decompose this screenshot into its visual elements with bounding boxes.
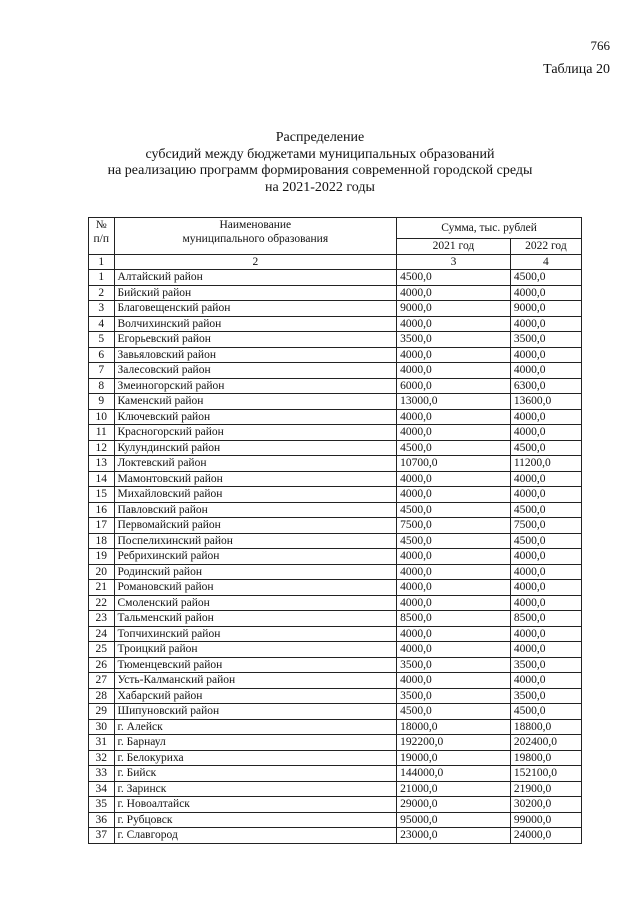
municipality-name: Тальменский район — [114, 611, 397, 627]
municipality-name: г. Славгород — [114, 828, 397, 844]
table-row — [89, 518, 582, 534]
municipality-name: Топчихинский район — [114, 626, 397, 642]
amount-2021: 4000,0 — [397, 316, 511, 332]
table-row — [89, 580, 582, 596]
amount-2021: 4000,0 — [397, 549, 511, 565]
amount-2022: 4000,0 — [510, 347, 581, 363]
header-name-line1: Наименование — [219, 219, 292, 231]
municipality-name: г. Алейск — [114, 719, 397, 735]
amount-2022: 4000,0 — [510, 316, 581, 332]
row-number: 8 — [89, 378, 115, 394]
table-row — [89, 332, 582, 348]
municipality-name: Родинский район — [114, 564, 397, 580]
municipality-name: Усть-Калманский район — [114, 673, 397, 689]
column-index: 1 — [89, 254, 115, 270]
row-number: 13 — [89, 456, 115, 472]
table-row — [89, 626, 582, 642]
table-row — [89, 502, 582, 518]
amount-2021: 4500,0 — [397, 533, 511, 549]
row-number: 12 — [89, 440, 115, 456]
table-row — [89, 812, 582, 828]
amount-2022: 4500,0 — [510, 270, 581, 286]
municipality-name: Хабарский район — [114, 688, 397, 704]
page-number: 766 — [590, 38, 610, 53]
table-row — [89, 549, 582, 565]
table-row — [89, 316, 582, 332]
amount-2022: 24000,0 — [510, 828, 581, 844]
amount-2021: 4000,0 — [397, 564, 511, 580]
amount-2021: 192200,0 — [397, 735, 511, 751]
row-number: 16 — [89, 502, 115, 518]
row-number: 27 — [89, 673, 115, 689]
municipality-name: Троицкий район — [114, 642, 397, 658]
row-number: 24 — [89, 626, 115, 642]
table-row — [89, 471, 582, 487]
table-row — [89, 363, 582, 379]
municipality-name: Благовещенский район — [114, 301, 397, 317]
municipality-name: Красногорский район — [114, 425, 397, 441]
header-sum: Сумма, тыс. рублей — [397, 218, 582, 239]
municipality-name: г. Заринск — [114, 781, 397, 797]
amount-2022: 3500,0 — [510, 332, 581, 348]
row-number: 11 — [89, 425, 115, 441]
table-row — [89, 347, 582, 363]
amount-2021: 4000,0 — [397, 471, 511, 487]
header-year-2022: 2022 год — [510, 239, 581, 255]
amount-2022: 4000,0 — [510, 471, 581, 487]
municipality-name: Кулундинский район — [114, 440, 397, 456]
amount-2021: 4000,0 — [397, 487, 511, 503]
municipality-name: Каменский район — [114, 394, 397, 410]
row-number: 20 — [89, 564, 115, 580]
amount-2022: 4500,0 — [510, 440, 581, 456]
amount-2021: 4000,0 — [397, 425, 511, 441]
municipality-name: Локтевский район — [114, 456, 397, 472]
row-number: 34 — [89, 781, 115, 797]
table-row — [89, 425, 582, 441]
table-row — [89, 766, 582, 782]
row-number: 19 — [89, 549, 115, 565]
row-number: 30 — [89, 719, 115, 735]
row-number: 7 — [89, 363, 115, 379]
amount-2021: 6000,0 — [397, 378, 511, 394]
municipality-name: Михайловский район — [114, 487, 397, 503]
amount-2021: 4000,0 — [397, 580, 511, 596]
table-row — [89, 285, 582, 301]
row-number: 21 — [89, 580, 115, 596]
amount-2021: 144000,0 — [397, 766, 511, 782]
row-number: 18 — [89, 533, 115, 549]
amount-2021: 3500,0 — [397, 332, 511, 348]
table-row — [89, 564, 582, 580]
table-row — [89, 394, 582, 410]
amount-2022: 4000,0 — [510, 564, 581, 580]
amount-2021: 4000,0 — [397, 409, 511, 425]
amount-2021: 18000,0 — [397, 719, 511, 735]
amount-2021: 23000,0 — [397, 828, 511, 844]
amount-2022: 9000,0 — [510, 301, 581, 317]
table-row — [89, 270, 582, 286]
table-row — [89, 828, 582, 844]
table-row — [89, 673, 582, 689]
row-number: 14 — [89, 471, 115, 487]
amount-2022: 4500,0 — [510, 502, 581, 518]
municipality-name: Бийский район — [114, 285, 397, 301]
amount-2021: 3500,0 — [397, 657, 511, 673]
table-row — [89, 611, 582, 627]
amount-2022: 4500,0 — [510, 533, 581, 549]
table-row — [89, 487, 582, 503]
amount-2021: 4000,0 — [397, 285, 511, 301]
amount-2022: 4000,0 — [510, 642, 581, 658]
row-number: 25 — [89, 642, 115, 658]
row-number: 3 — [89, 301, 115, 317]
amount-2022: 202400,0 — [510, 735, 581, 751]
amount-2021: 7500,0 — [397, 518, 511, 534]
municipality-name: г. Бийск — [114, 766, 397, 782]
municipality-name: Ключевский район — [114, 409, 397, 425]
amount-2021: 4000,0 — [397, 595, 511, 611]
amount-2022: 4000,0 — [510, 673, 581, 689]
amount-2021: 4000,0 — [397, 673, 511, 689]
amount-2021: 4500,0 — [397, 502, 511, 518]
municipality-name: Тюменцевский район — [114, 657, 397, 673]
row-number: 10 — [89, 409, 115, 425]
amount-2021: 4000,0 — [397, 347, 511, 363]
row-number: 6 — [89, 347, 115, 363]
header-number-line1: № — [95, 219, 107, 231]
amount-2022: 6300,0 — [510, 378, 581, 394]
row-number: 2 — [89, 285, 115, 301]
amount-2022: 4500,0 — [510, 704, 581, 720]
table-row — [89, 533, 582, 549]
municipality-name: Павловский район — [114, 502, 397, 518]
header-number — [89, 218, 115, 255]
amount-2022: 13600,0 — [510, 394, 581, 410]
amount-2022: 4000,0 — [510, 425, 581, 441]
municipality-name: г. Белокуриха — [114, 750, 397, 766]
title-line: субсидий между бюджетами муниципальных образований — [145, 146, 495, 162]
amount-2022: 21900,0 — [510, 781, 581, 797]
row-number: 35 — [89, 797, 115, 813]
table-row — [89, 642, 582, 658]
header-year-2021: 2021 год — [397, 239, 511, 255]
row-number: 33 — [89, 766, 115, 782]
subsidy-table — [88, 217, 582, 844]
row-number: 31 — [89, 735, 115, 751]
amount-2021: 4500,0 — [397, 270, 511, 286]
row-number: 23 — [89, 611, 115, 627]
row-number: 29 — [89, 704, 115, 720]
amount-2021: 4500,0 — [397, 440, 511, 456]
table-row — [89, 378, 582, 394]
amount-2022: 4000,0 — [510, 549, 581, 565]
title-line: на реализацию программ формирования современной городской среды — [107, 163, 533, 178]
amount-2022: 4000,0 — [510, 580, 581, 596]
table-row — [89, 456, 582, 472]
row-number: 15 — [89, 487, 115, 503]
municipality-name: г. Барнаул — [114, 735, 397, 751]
column-index: 4 — [510, 254, 581, 270]
amount-2022: 4000,0 — [510, 285, 581, 301]
row-number: 1 — [89, 270, 115, 286]
title-line: на 2021-2022 годы — [265, 179, 375, 195]
column-index-row — [89, 254, 582, 270]
amount-2021: 95000,0 — [397, 812, 511, 828]
amount-2022: 4000,0 — [510, 487, 581, 503]
amount-2022: 99000,0 — [510, 812, 581, 828]
row-number: 9 — [89, 394, 115, 410]
municipality-name: Егорьевский район — [114, 332, 397, 348]
amount-2021: 8500,0 — [397, 611, 511, 627]
row-number: 37 — [89, 828, 115, 844]
table-row — [89, 301, 582, 317]
header-name — [114, 218, 397, 255]
amount-2022: 4000,0 — [510, 409, 581, 425]
document-title — [0, 130, 640, 196]
row-number: 28 — [89, 688, 115, 704]
municipality-name: Смоленский район — [114, 595, 397, 611]
amount-2022: 7500,0 — [510, 518, 581, 534]
municipality-name: Шипуновский район — [114, 704, 397, 720]
header-name-line2: муниципального образования — [182, 233, 329, 245]
municipality-name: Первомайский район — [114, 518, 397, 534]
amount-2022: 18800,0 — [510, 719, 581, 735]
amount-2022: 19800,0 — [510, 750, 581, 766]
table-row — [89, 719, 582, 735]
amount-2022: 11200,0 — [510, 456, 581, 472]
table-row — [89, 797, 582, 813]
amount-2022: 30200,0 — [510, 797, 581, 813]
municipality-name: Поспелихинский район — [114, 533, 397, 549]
title-line: Распределение — [275, 130, 365, 145]
amount-2021: 29000,0 — [397, 797, 511, 813]
row-number: 22 — [89, 595, 115, 611]
amount-2022: 4000,0 — [510, 363, 581, 379]
column-index: 2 — [114, 254, 397, 270]
amount-2022: 152100,0 — [510, 766, 581, 782]
amount-2021: 3500,0 — [397, 688, 511, 704]
amount-2021: 19000,0 — [397, 750, 511, 766]
table-row — [89, 781, 582, 797]
municipality-name: Ребрихинский район — [114, 549, 397, 565]
table-row — [89, 688, 582, 704]
table-row — [89, 657, 582, 673]
municipality-name: Змеиногорский район — [114, 378, 397, 394]
amount-2021: 4500,0 — [397, 704, 511, 720]
table-row — [89, 704, 582, 720]
table-label: Таблица 20 — [543, 62, 610, 77]
row-number: 26 — [89, 657, 115, 673]
municipality-name: Волчихинский район — [114, 316, 397, 332]
amount-2021: 4000,0 — [397, 642, 511, 658]
table-row — [89, 595, 582, 611]
column-index: 3 — [397, 254, 511, 270]
amount-2021: 4000,0 — [397, 363, 511, 379]
table-row — [89, 750, 582, 766]
amount-2021: 21000,0 — [397, 781, 511, 797]
amount-2022: 3500,0 — [510, 688, 581, 704]
row-number: 4 — [89, 316, 115, 332]
amount-2021: 13000,0 — [397, 394, 511, 410]
row-number: 36 — [89, 812, 115, 828]
municipality-name: г. Новоалтайск — [114, 797, 397, 813]
amount-2022: 3500,0 — [510, 657, 581, 673]
amount-2021: 10700,0 — [397, 456, 511, 472]
table-row — [89, 409, 582, 425]
municipality-name: Алтайский район — [114, 270, 397, 286]
municipality-name: Романовский район — [114, 580, 397, 596]
municipality-name: Мамонтовский район — [114, 471, 397, 487]
amount-2021: 9000,0 — [397, 301, 511, 317]
municipality-name: Завьяловский район — [114, 347, 397, 363]
amount-2022: 4000,0 — [510, 626, 581, 642]
header-number-line2: п/п — [93, 233, 109, 245]
row-number: 32 — [89, 750, 115, 766]
row-number: 5 — [89, 332, 115, 348]
row-number: 17 — [89, 518, 115, 534]
municipality-name: г. Рубцовск — [114, 812, 397, 828]
table-row — [89, 440, 582, 456]
amount-2022: 8500,0 — [510, 611, 581, 627]
municipality-name: Залесовский район — [114, 363, 397, 379]
table-row — [89, 735, 582, 751]
amount-2021: 4000,0 — [397, 626, 511, 642]
amount-2022: 4000,0 — [510, 595, 581, 611]
